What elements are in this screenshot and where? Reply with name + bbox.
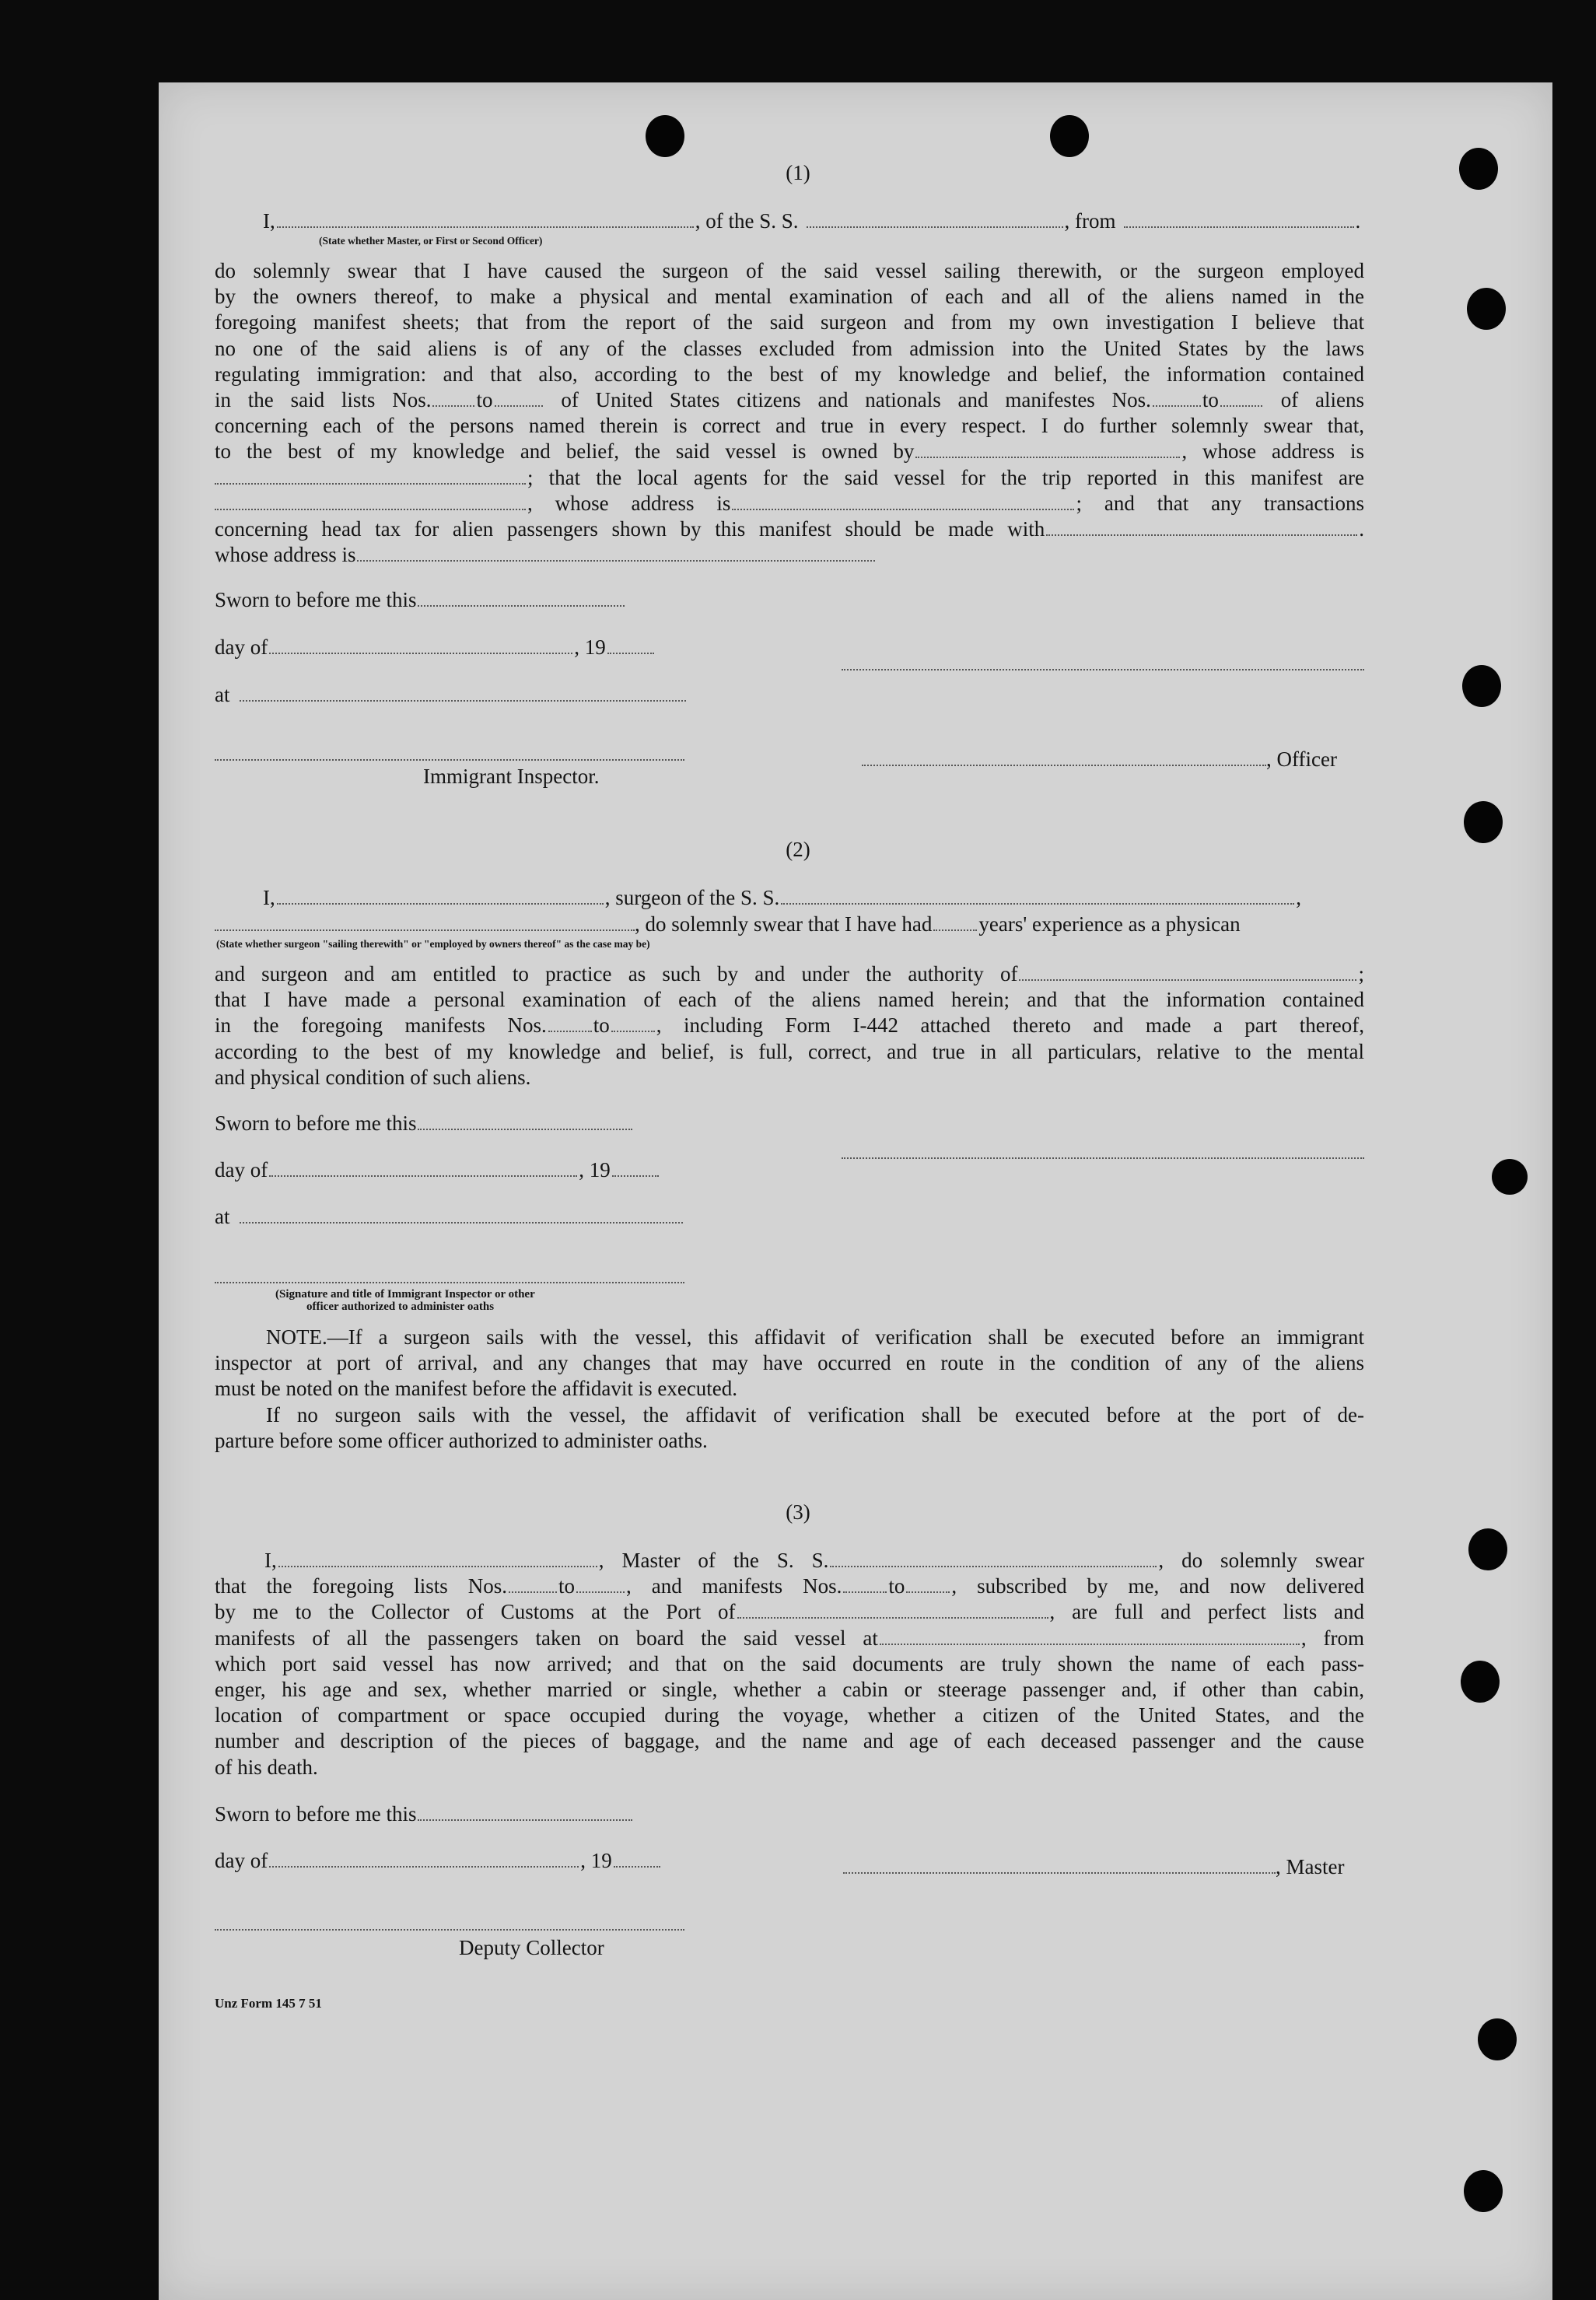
surgeon-signature-line: [842, 1157, 1364, 1159]
section-2-number: (2): [786, 838, 810, 861]
signature-note-1: (Signature and title of Immigrant Inspector or other: [275, 1288, 535, 1301]
punch-hole: [1467, 288, 1506, 330]
officer-signature-line: [842, 669, 1364, 670]
punch-hole: [1464, 2170, 1503, 2212]
inspector-signature-line: [215, 759, 684, 761]
sworn-label-1: Sworn to before me this: [215, 587, 626, 613]
surgeon-type-note: (State whether surgeon "sailing therewith" or "employed by owners thereof" as the case may be): [216, 938, 650, 950]
at-label-2: at: [215, 1204, 684, 1230]
form-number: Unz Form 145 7 51: [215, 1996, 322, 2011]
collector-signature-line: [215, 1929, 684, 1931]
day-of-label-3: day of , 19: [215, 1848, 662, 1874]
punch-hole: [1461, 1661, 1500, 1703]
section-2-line-1: I, , surgeon of the S. S. ,: [263, 886, 1302, 909]
sworn-label-3: Sworn to before me this: [215, 1801, 634, 1827]
punch-hole: [646, 115, 684, 157]
punch-hole: [1462, 665, 1501, 707]
day-of-label-2: day of , 19: [215, 1157, 660, 1183]
section-2-line-2: , do solemnly swear that I have had years' experience as a physican: [215, 912, 1241, 937]
section-1-line-1: I, , of the S. S. , from .: [263, 209, 1361, 233]
at-label-1: at: [215, 682, 688, 708]
sworn-label-2: Sworn to before me this: [215, 1111, 634, 1136]
day-of-label-1: day of , 19: [215, 635, 656, 660]
immigrant-inspector-label: Immigrant Inspector.: [423, 765, 600, 788]
punch-hole: [1050, 115, 1089, 157]
section-1-body: do solemnly swear that I have caused the surgeon of the said vessel sailing therewith, or the surgeon employed by the owners thereof, to make a physical and mental examination of each and all of the aliens named in the foregoing manifest sheets; that from the report of the said surgeon and from my own investigation I believe that no one of the said aliens is of any of the classes excluded from admission into the United States by the laws regulating immigration: and that also, according to the best of my knowledge and belief, the information contained in the said lists Nos. to of United States citizens and nationals and manifestes Nos. to of aliens concerning each of the persons named therein is correct and true in every respect. I do further solemnly swear that, to the best of my knowledge and belief, the said vessel is owned by , whose address is ; that the local agents for the said vessel for the trip reported in this manifest are , whose address is ; and that any transactions concerning head tax for alien passengers shown by this manifest should be made with . whose address is: [215, 259, 1364, 567]
section-1-number: (1): [786, 161, 810, 184]
signature-note-2: officer authorized to administer oaths: [306, 1301, 495, 1313]
section-3-body: I, , Master of the S. S. , do solemnly swear that the foregoing lists Nos. to , and manifests Nos. to , subscribed by me, and now delivered by me to the Collector of Customs at the Port of , are full and perfect lists and manifests of all the passengers taken on board the said vessel at , from which port said vessel has now arrived; and that on the said documents are truly shown the name of each pass- enger, his age and sex, whether married or single, whether a cabin or steerage passenger and, if other than cabin, location of compartment or space occupied during the voyage, whether a citizen of the United States, and the number and description of the pieces of baggage, and the name and age of each deceased passenger and the cause of his death.: [215, 1549, 1364, 1779]
punch-hole: [1468, 1528, 1507, 1570]
deputy-collector-label: Deputy Collector: [459, 1936, 604, 1959]
officer-rank-note: (State whether Master, or First or Second Officer): [319, 235, 543, 247]
section-2-body: and surgeon and am entitled to practice as such by and under the authority of ; that I have made a personal examination of each of the aliens named herein; and that the information contained in the foregoing manifests Nos. to , including Form I-442 attached thereto and made a part thereof, according to the best of my knowledge and belief, is full, correct, and true in all particulars, relative to the mental and physical condition of such aliens.: [215, 962, 1364, 1089]
inspector-signature-line-2: [215, 1282, 684, 1283]
section-3-number: (3): [786, 1500, 810, 1524]
master-label: , Master: [843, 1854, 1344, 1880]
punch-hole: [1478, 2018, 1517, 2060]
officer-label: , Officer: [862, 747, 1337, 772]
surgeon-note: NOTE.—If a surgeon sails with the vessel, this affidavit of verification shall be executed before an immigrant inspector at port of arrival, and any changes that may have occurred en route in the condition of any of the aliens must be noted on the manifest before the affidavit is executed. If no surgeon sails with the vessel, the affidavit of verification shall be executed before at the port of de- parture before some officer authorized to administer oaths.: [215, 1325, 1364, 1452]
punch-hole: [1492, 1159, 1528, 1195]
